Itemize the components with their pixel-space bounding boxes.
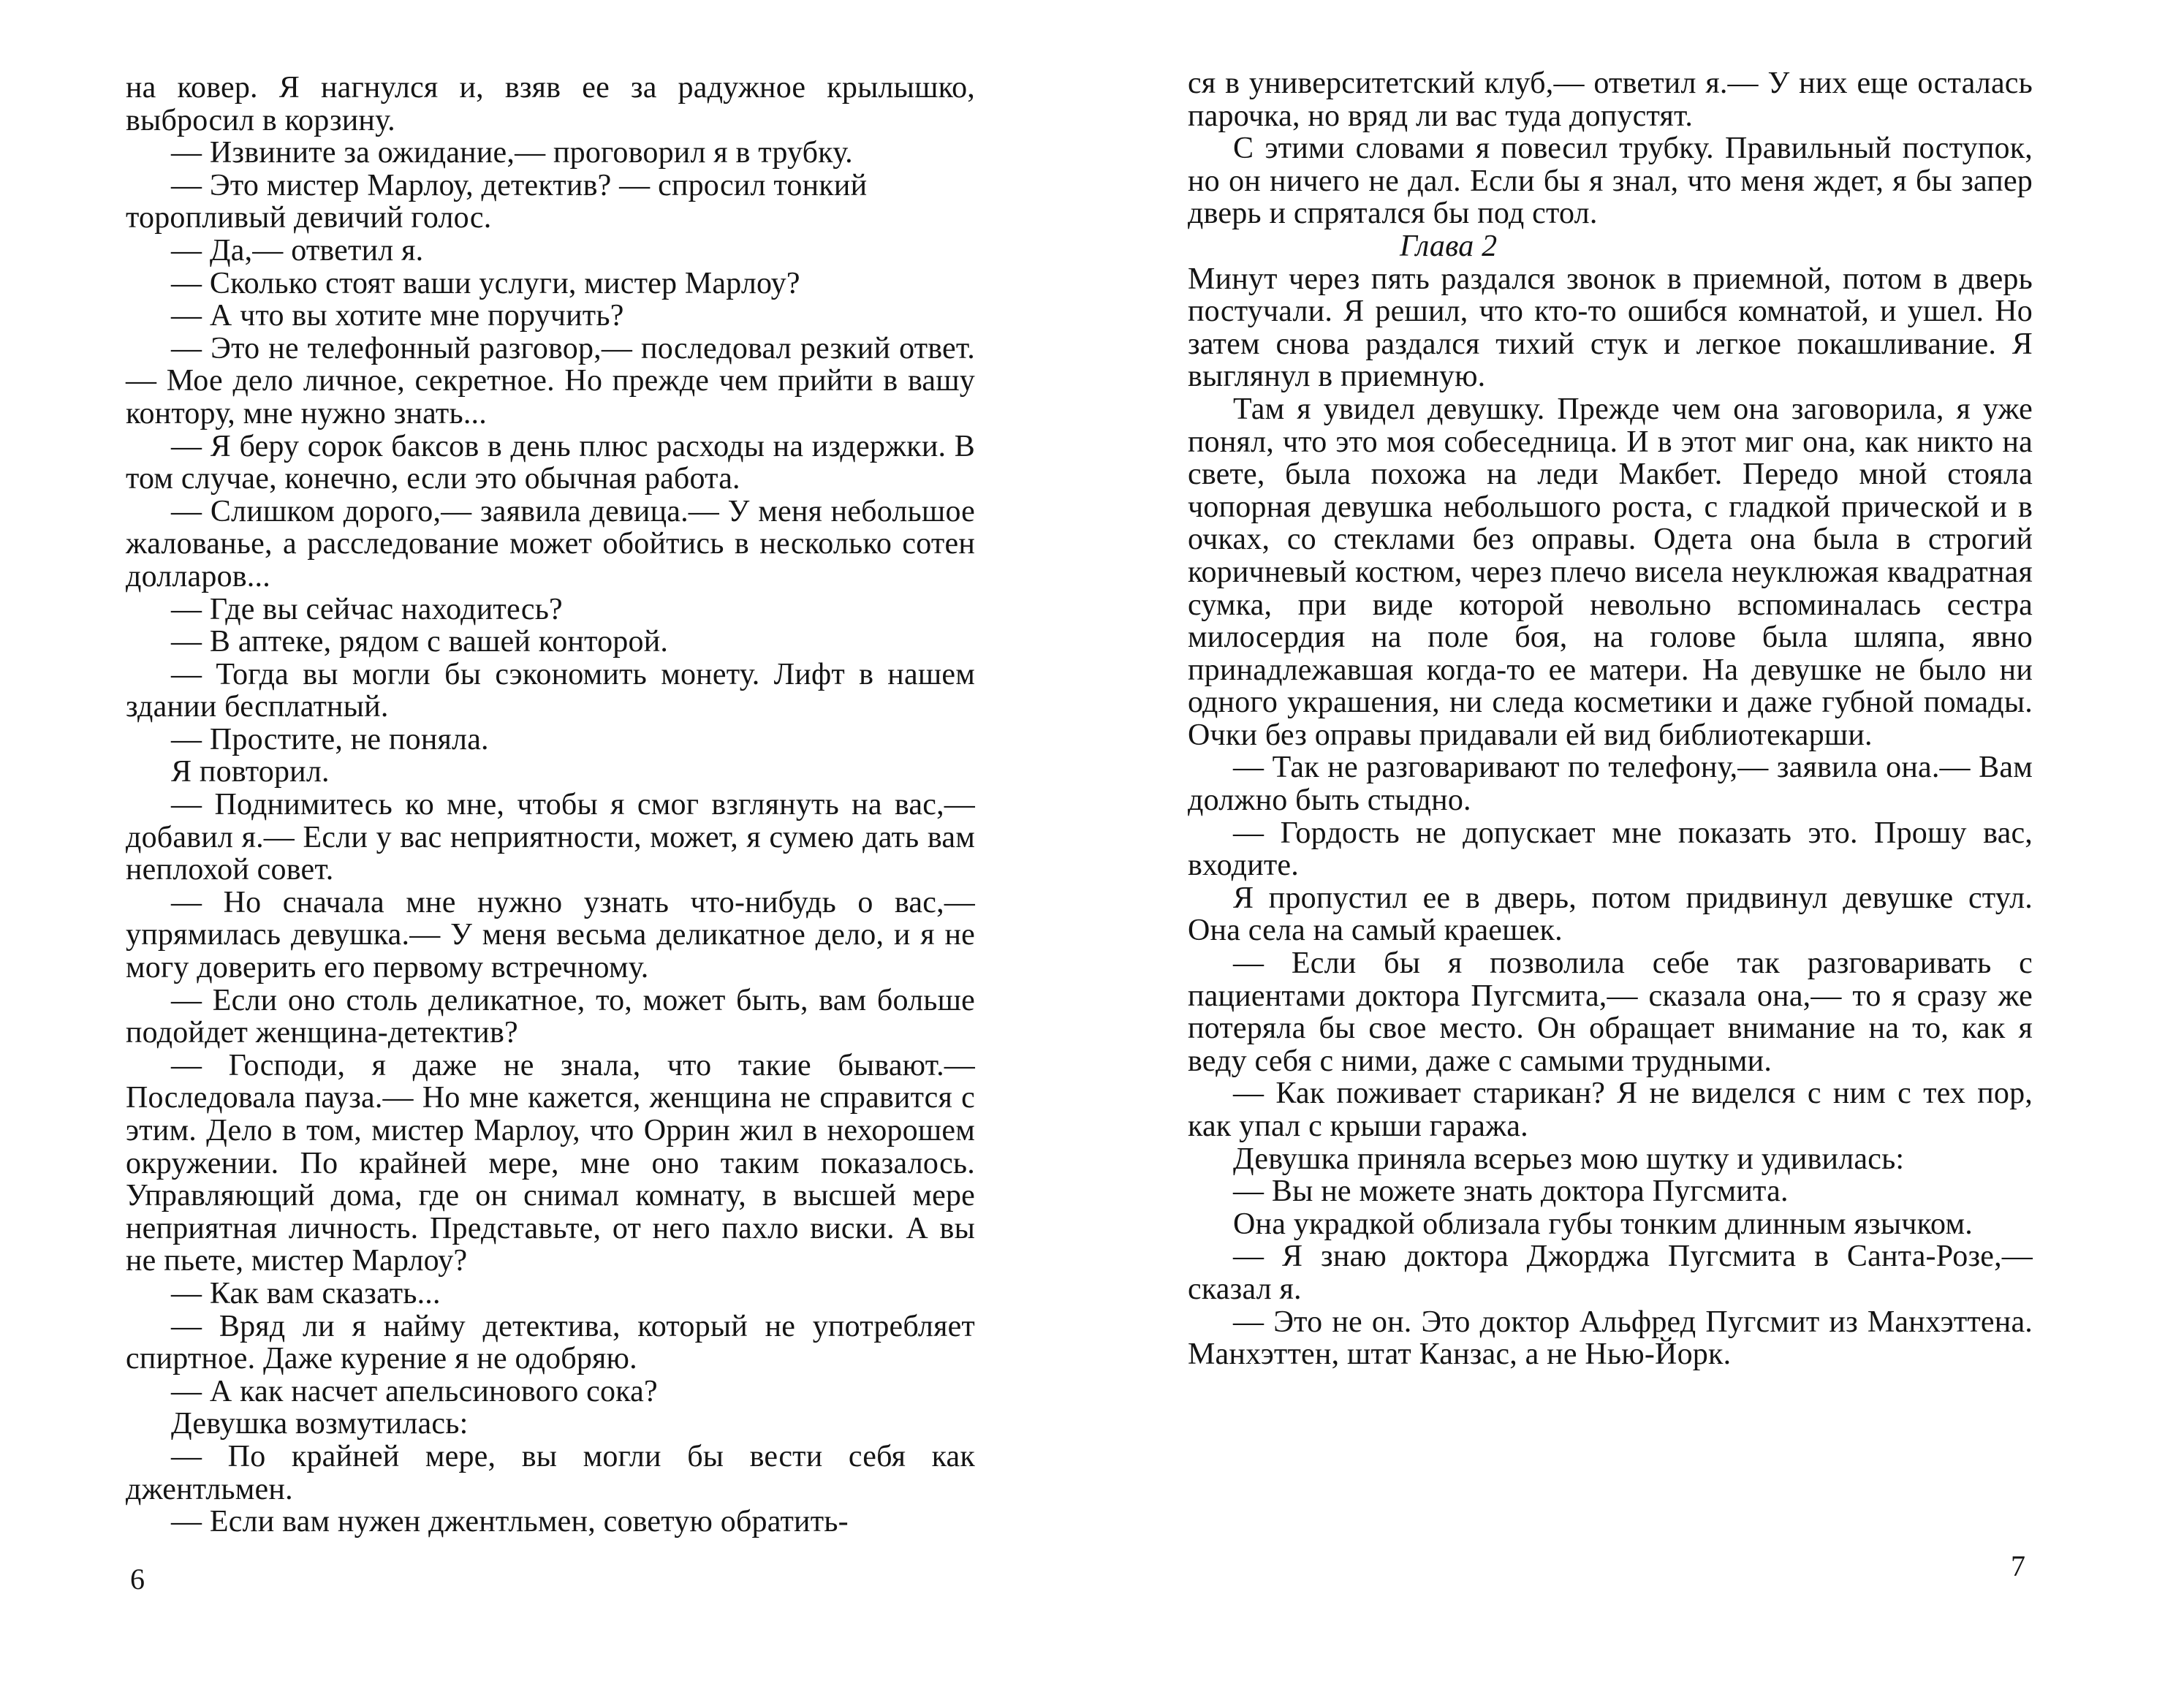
paragraph: Девушка приняла всерьез мою шутку и удивилась: <box>1233 1142 1905 1176</box>
paragraph: — Как вам сказать... <box>171 1276 441 1310</box>
paragraph: — Простите, не поняла. <box>171 722 489 756</box>
right-page-text-after-heading <box>1188 263 2033 1371</box>
paragraph: — Вы не можете знать доктора Пугсмита. <box>1233 1175 1789 1209</box>
paragraph: — Гордость не допускает мне показать это. Прошу вас, входите. <box>1188 816 2033 883</box>
paragraph: — По крайней мере, вы могли бы вести себя как джентльмен. <box>126 1439 975 1506</box>
paragraph: — Я беру сорок баксов в день плюс расходы на издержки. В том случае, конечно, если это обычная работа. <box>126 429 975 496</box>
paragraph: — Господи, я даже не знала, что такие бывают.— Последовала пауза.— Но мне кажется, женщина не справится с этим. Дело в том, мистер Марлоу, что Оррин жил в нехорошем окружении. По крайней мере, мне оно таким показалось. Управляющий дома, где он снимал комнату, в высшей мере неприятная личность. Представьте, от него пахло виски. А вы не пьете, мистер Марлоу? <box>126 1048 975 1278</box>
paragraph: — Извините за ожидание,— проговорил я в трубку. <box>171 136 853 170</box>
paragraph: — Вряд ли я найму детектива, который не употребляет спиртное. Даже курение я не одобряю. <box>126 1309 975 1376</box>
paragraph: Я пропустил ее в дверь, потом придвинул девушке стул. Она села на самый краешек. <box>1188 881 2033 948</box>
paragraph: Она украдкой облизала губы тонким длинным язычком. <box>1233 1207 1973 1241</box>
left-page-text <box>126 72 975 1538</box>
paragraph: Я повторил. <box>171 755 330 789</box>
paragraph: — Это не он. Это доктор Альфред Пугсмит из Манхэттена. Манхэттен, штат Канзас, а не Нью-Йорк. <box>1188 1305 2033 1372</box>
paragraph: — Где вы сейчас находитесь? <box>171 592 563 626</box>
paragraph: — Это не телефонный разговор,— последовал резкий ответ.— Мое дело личное, секретное. Но прежде чем прийти в вашу контору, мне нужно знать... <box>126 331 975 430</box>
paragraph: — Да,— ответил я. <box>171 233 424 267</box>
right-page <box>1092 0 2184 1681</box>
paragraph: — Так не разговаривают по телефону,— заявила она.— Вам должно быть стыдно. <box>1188 751 2033 818</box>
paragraph: — Если бы я позволила себе так разговаривать с пациентами доктора Пугсмита,— сказала она,— то я сразу же потеряла бы свое место. Он обращает внимание на то, как я веду себя с ними, даже с самыми трудными. <box>1188 946 2033 1078</box>
paragraph: — Это мистер Марлоу, детектив? — спросил тонкий торопливый девичий голос. <box>126 168 868 235</box>
page-number-left: 6 <box>130 1563 145 1595</box>
paragraph: — Как поживает старикан? Я не виделся с ним с тех пор, как упал с крыши гаража. <box>1188 1077 2033 1143</box>
page-number-right: 7 <box>2011 1549 2025 1582</box>
paragraph: — Сколько стоят ваши услуги, мистер Марлоу? <box>171 266 800 300</box>
paragraph: — А как насчет апельсинового сока? <box>171 1374 658 1408</box>
paragraph: — В аптеке, рядом с вашей конторой. <box>171 625 669 659</box>
paragraph: — Если вам нужен джентльмен, советую обратить- <box>171 1505 849 1539</box>
paragraph: Девушка возмутилась: <box>171 1407 469 1441</box>
paragraph: — Но сначала мне нужно узнать что-нибудь о вас,— упрямилась девушка.— У меня весьма деликатное дело, и я не могу доверить его первому встречному. <box>126 885 975 985</box>
right-page-text-before-heading <box>1188 67 2033 230</box>
paragraph: — А что вы хотите мне поручить? <box>171 299 624 333</box>
paragraph: — Поднимитесь ко мне, чтобы я смог взглянуть на вас,— добавил я.— Если у вас неприятности, может, я сумею дать вам неплохой совет. <box>126 788 975 887</box>
paragraph: Минут через пять раздался звонок в приемной, потом в дверь постучали. Я решил, что кто-то ошибся комнатой, и ушел. Но затем снова раздался тихий стук и легкое покашливание. Я выглянул в приемную. <box>1188 262 2033 394</box>
paragraph: — Слишком дорого,— заявила девица.— У меня небольшое жалованье, а расследование может обойтись в несколько сотен долларов... <box>126 494 975 593</box>
paragraph: — Тогда вы могли бы сэкономить монету. Лифт в нашем здании бесплатный. <box>126 657 975 724</box>
paragraph: — Если оно столь деликатное, то, может быть, вам больше подойдет женщина-детектив? <box>126 983 975 1050</box>
paragraph: — Я знаю доктора Джорджа Пугсмита в Санта-Розе,— сказал я. <box>1188 1240 2033 1306</box>
paragraph: С этими словами я повесил трубку. Правильный поступок, но он ничего не дал. Если бы я знал, что меня ждет, я бы запер дверь и спрятался бы под стол. <box>1188 132 2033 231</box>
paragraph: ся в университетский клуб,— ответил я.— У них еще осталась парочка, но вряд ли вас туда допустят. <box>1188 67 2033 133</box>
paragraph: на ковер. Я нагнулся и, взяв ее за радужное крылышко, выбросил в корзину. <box>126 71 975 137</box>
paragraph: Там я увидел девушку. Прежде чем она заговорила, я уже понял, что это моя собеседница. И в этот миг она, как никто на свете, была похожа на леди Макбет. Передо мной стояла чопорная девушка небольшого роста, с гладкой прической и в очках, со стеклами без оправы. Одета она была в строгий коричневый костюм, через плечо висела неуклюжая квадратная сумка, при виде которой невольно вспоминалась сестра милосердия на поле боя, на голове была шляпа, явно принадлежавшая когда-то ее матери. На девушке не было ни одного украшения, ни следа косметики и даже губной помады. Очки без оправы придавали ей вид библиотекарши. <box>1188 392 2033 752</box>
chapter-heading: Глава 2 <box>1400 229 1498 263</box>
right-page-text <box>1188 67 2033 1371</box>
